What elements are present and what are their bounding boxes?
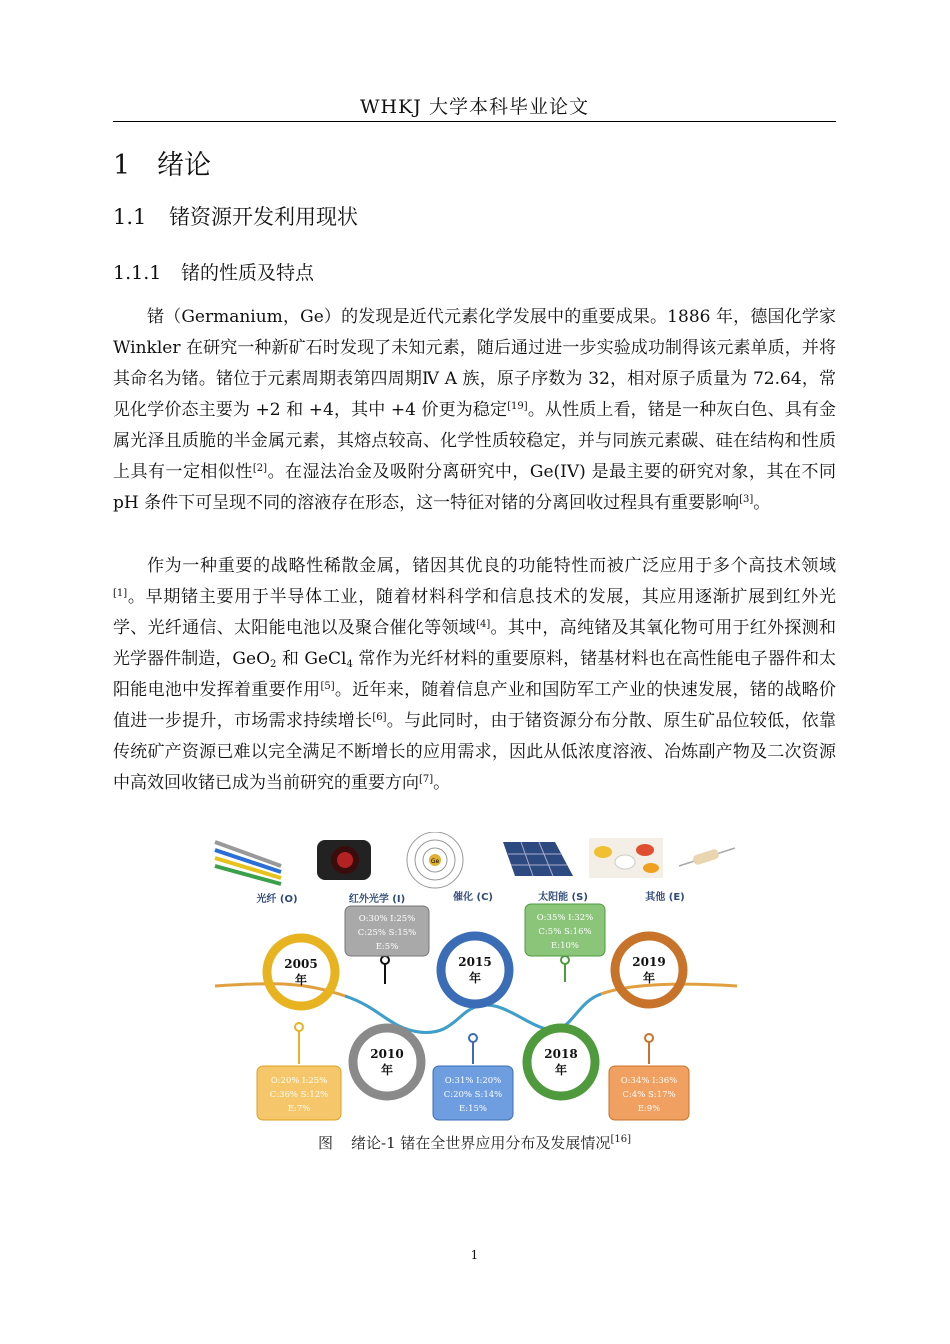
chapter-heading (113, 148, 211, 184)
category-labels (256, 890, 684, 905)
share-line: C:36% S:12% (269, 1090, 329, 1100)
year-ring-2019 (615, 936, 683, 1004)
share-box-2019 (609, 1066, 689, 1120)
page-header: WHKJ 大学本科毕业论文 (360, 96, 589, 118)
subscript: 2 (270, 659, 277, 670)
year-unit: 年 (642, 971, 656, 985)
share-line: O:30% I:25% (358, 914, 416, 924)
citation-ref: [19] (507, 401, 528, 412)
solar-panel-icon (503, 842, 573, 876)
text-run: 。 (753, 493, 771, 513)
category-label: 光纤 (O) (256, 894, 298, 905)
citation-ref: [5] (320, 681, 335, 692)
share-line: C:4% S:17% (622, 1090, 676, 1100)
share-box-2005 (257, 1066, 341, 1120)
year-label: 2010 (370, 1047, 404, 1061)
citation-ref: [1] (113, 588, 128, 599)
text-run: 。早期锗主要用于半导体工业，随着材料科学和信息技术的发展，其应用逐渐扩展到红外光学、光纤通信、太阳能电池以及聚合催化等领域 (113, 587, 836, 638)
text-run: 和 GeCl (276, 649, 347, 669)
section-number: 1.1 (113, 205, 147, 229)
germanium-atom-icon (407, 832, 463, 888)
category-label: 其他 (E) (645, 892, 685, 903)
year-unit: 年 (468, 971, 482, 985)
year-label: 2015 (458, 955, 492, 969)
share-line: E:5% (375, 942, 399, 952)
chapter-title: 绪论 (157, 150, 211, 181)
subsection-number: 1.1.1 (113, 262, 162, 284)
text-run: 常作为光纤材料的重要原料，锗基材料也在高性能电子器件和太阳能电池中发挥着重要作用 (113, 649, 837, 700)
subsection-heading (113, 258, 314, 288)
year-unit: 年 (380, 1063, 394, 1077)
year-label: 2018 (544, 1047, 578, 1061)
share-box-2015 (433, 1066, 513, 1120)
share-line: E:15% (459, 1104, 487, 1114)
year-label: 2005 (284, 957, 318, 971)
share-line: O:35% I:32% (536, 913, 594, 923)
citation-ref: [7] (419, 774, 434, 785)
text-run: 。在湿法冶金及吸附分离研究中，Ge(IV) 是最主要的研究对象，其在不同 pH 条件下可呈现不同的溶液存在形态，这一特征对锗的分离回收过程具有重要影响 (113, 462, 836, 513)
share-line: C:5% S:16% (538, 927, 592, 937)
year-unit: 年 (294, 973, 308, 987)
share-line: C:25% S:15% (357, 928, 417, 938)
citation-ref: [16] (610, 1134, 631, 1145)
share-box-2010 (345, 906, 429, 956)
text-run: 。从性质上看，锗是一种灰白色、具有金属光泽且质脆的半金属元素，其熔点较高、化学性质较稳定，并与同族元素碳、硅在结构和性质上具有一定相似性 (113, 400, 836, 482)
fiber-cables-icon (215, 842, 281, 884)
share-box-2018 (525, 904, 605, 956)
citation-ref: [3] (739, 494, 754, 505)
paragraph-applications (113, 551, 836, 799)
year-unit: 年 (554, 1063, 568, 1077)
share-line: O:20% I:25% (270, 1076, 328, 1086)
year-label: 2019 (632, 955, 666, 969)
infrared-lens-icon (317, 840, 371, 880)
citation-ref: [6] (372, 712, 387, 723)
share-line: E:10% (551, 941, 579, 951)
atom-label: Ge (430, 858, 440, 865)
figure-caption (113, 1132, 836, 1154)
text-run: 作为一种重要的战略性稀散金属，锗因其优良的功能特性而被广泛应用于多个高技术领域 (147, 556, 836, 576)
section-heading (113, 202, 358, 232)
share-line: O:31% I:20% (444, 1076, 502, 1086)
subscript: 4 (346, 659, 353, 670)
chapter-number: 1 (113, 150, 131, 181)
year-ring-2015 (441, 936, 509, 1004)
share-line: E:9% (637, 1104, 661, 1114)
year-ring-2018 (527, 1028, 595, 1096)
pills-icon (589, 838, 663, 878)
page-number: 1 (470, 1248, 479, 1262)
text-run: 。 (433, 773, 451, 793)
caption-label: 图 (318, 1134, 334, 1152)
share-line: C:20% S:14% (443, 1090, 503, 1100)
caption-text: 绪论-1 锗在全世界应用分布及发展情况 (351, 1134, 611, 1152)
germanium-application-figure (205, 832, 745, 1132)
category-label: 红外光学 (I) (348, 894, 406, 905)
category-label: 催化 (C) (453, 892, 493, 903)
resistor-icon (679, 848, 735, 866)
citation-ref: [4] (476, 619, 491, 630)
citation-ref: [2] (252, 463, 268, 474)
year-ring-2010 (353, 1028, 421, 1096)
header-rule (113, 121, 836, 122)
paragraph-properties (113, 302, 836, 519)
section-title: 锗资源开发利用现状 (169, 205, 358, 229)
subsection-title: 锗的性质及特点 (181, 262, 315, 284)
text-run: 锗（Germanium，Ge）的发现是近代元素化学发展中的重要成果。1886 年，德国化学家 Winkler 在研究一种新矿石时发现了未知元素，随后通过进一步实验成功制得该元素单质，并将其命名为锗。锗位于元素周期表第四周期Ⅳ A 族，原子序数为 32，相对原子质量为 72.64，常见化学价态主要为 +2 和 +4，其中 +4 价更为稳定 (113, 307, 836, 420)
text-run: 。近年来，随着信息产业和国防军工产业的快速发展，锗的战略价值进一步提升，市场需求持续增长 (113, 680, 837, 731)
year-ring-2005 (267, 938, 335, 1006)
category-label: 太阳能 (S) (538, 892, 588, 903)
text-run: 。与此同时，由于锗资源分布分散、原生矿品位较低，依靠传统矿产资源已难以完全满足不断增长的应用需求，因此从低浓度溶液、冶炼副产物及二次资源中高效回收锗已成为当前研究的重要方向 (113, 711, 836, 793)
text-run: 。其中，高纯锗及其氧化物可用于红外探测和光学器件制造，GeO (113, 618, 837, 669)
share-line: E:7% (287, 1104, 311, 1114)
share-line: O:34% I:36% (620, 1076, 678, 1086)
